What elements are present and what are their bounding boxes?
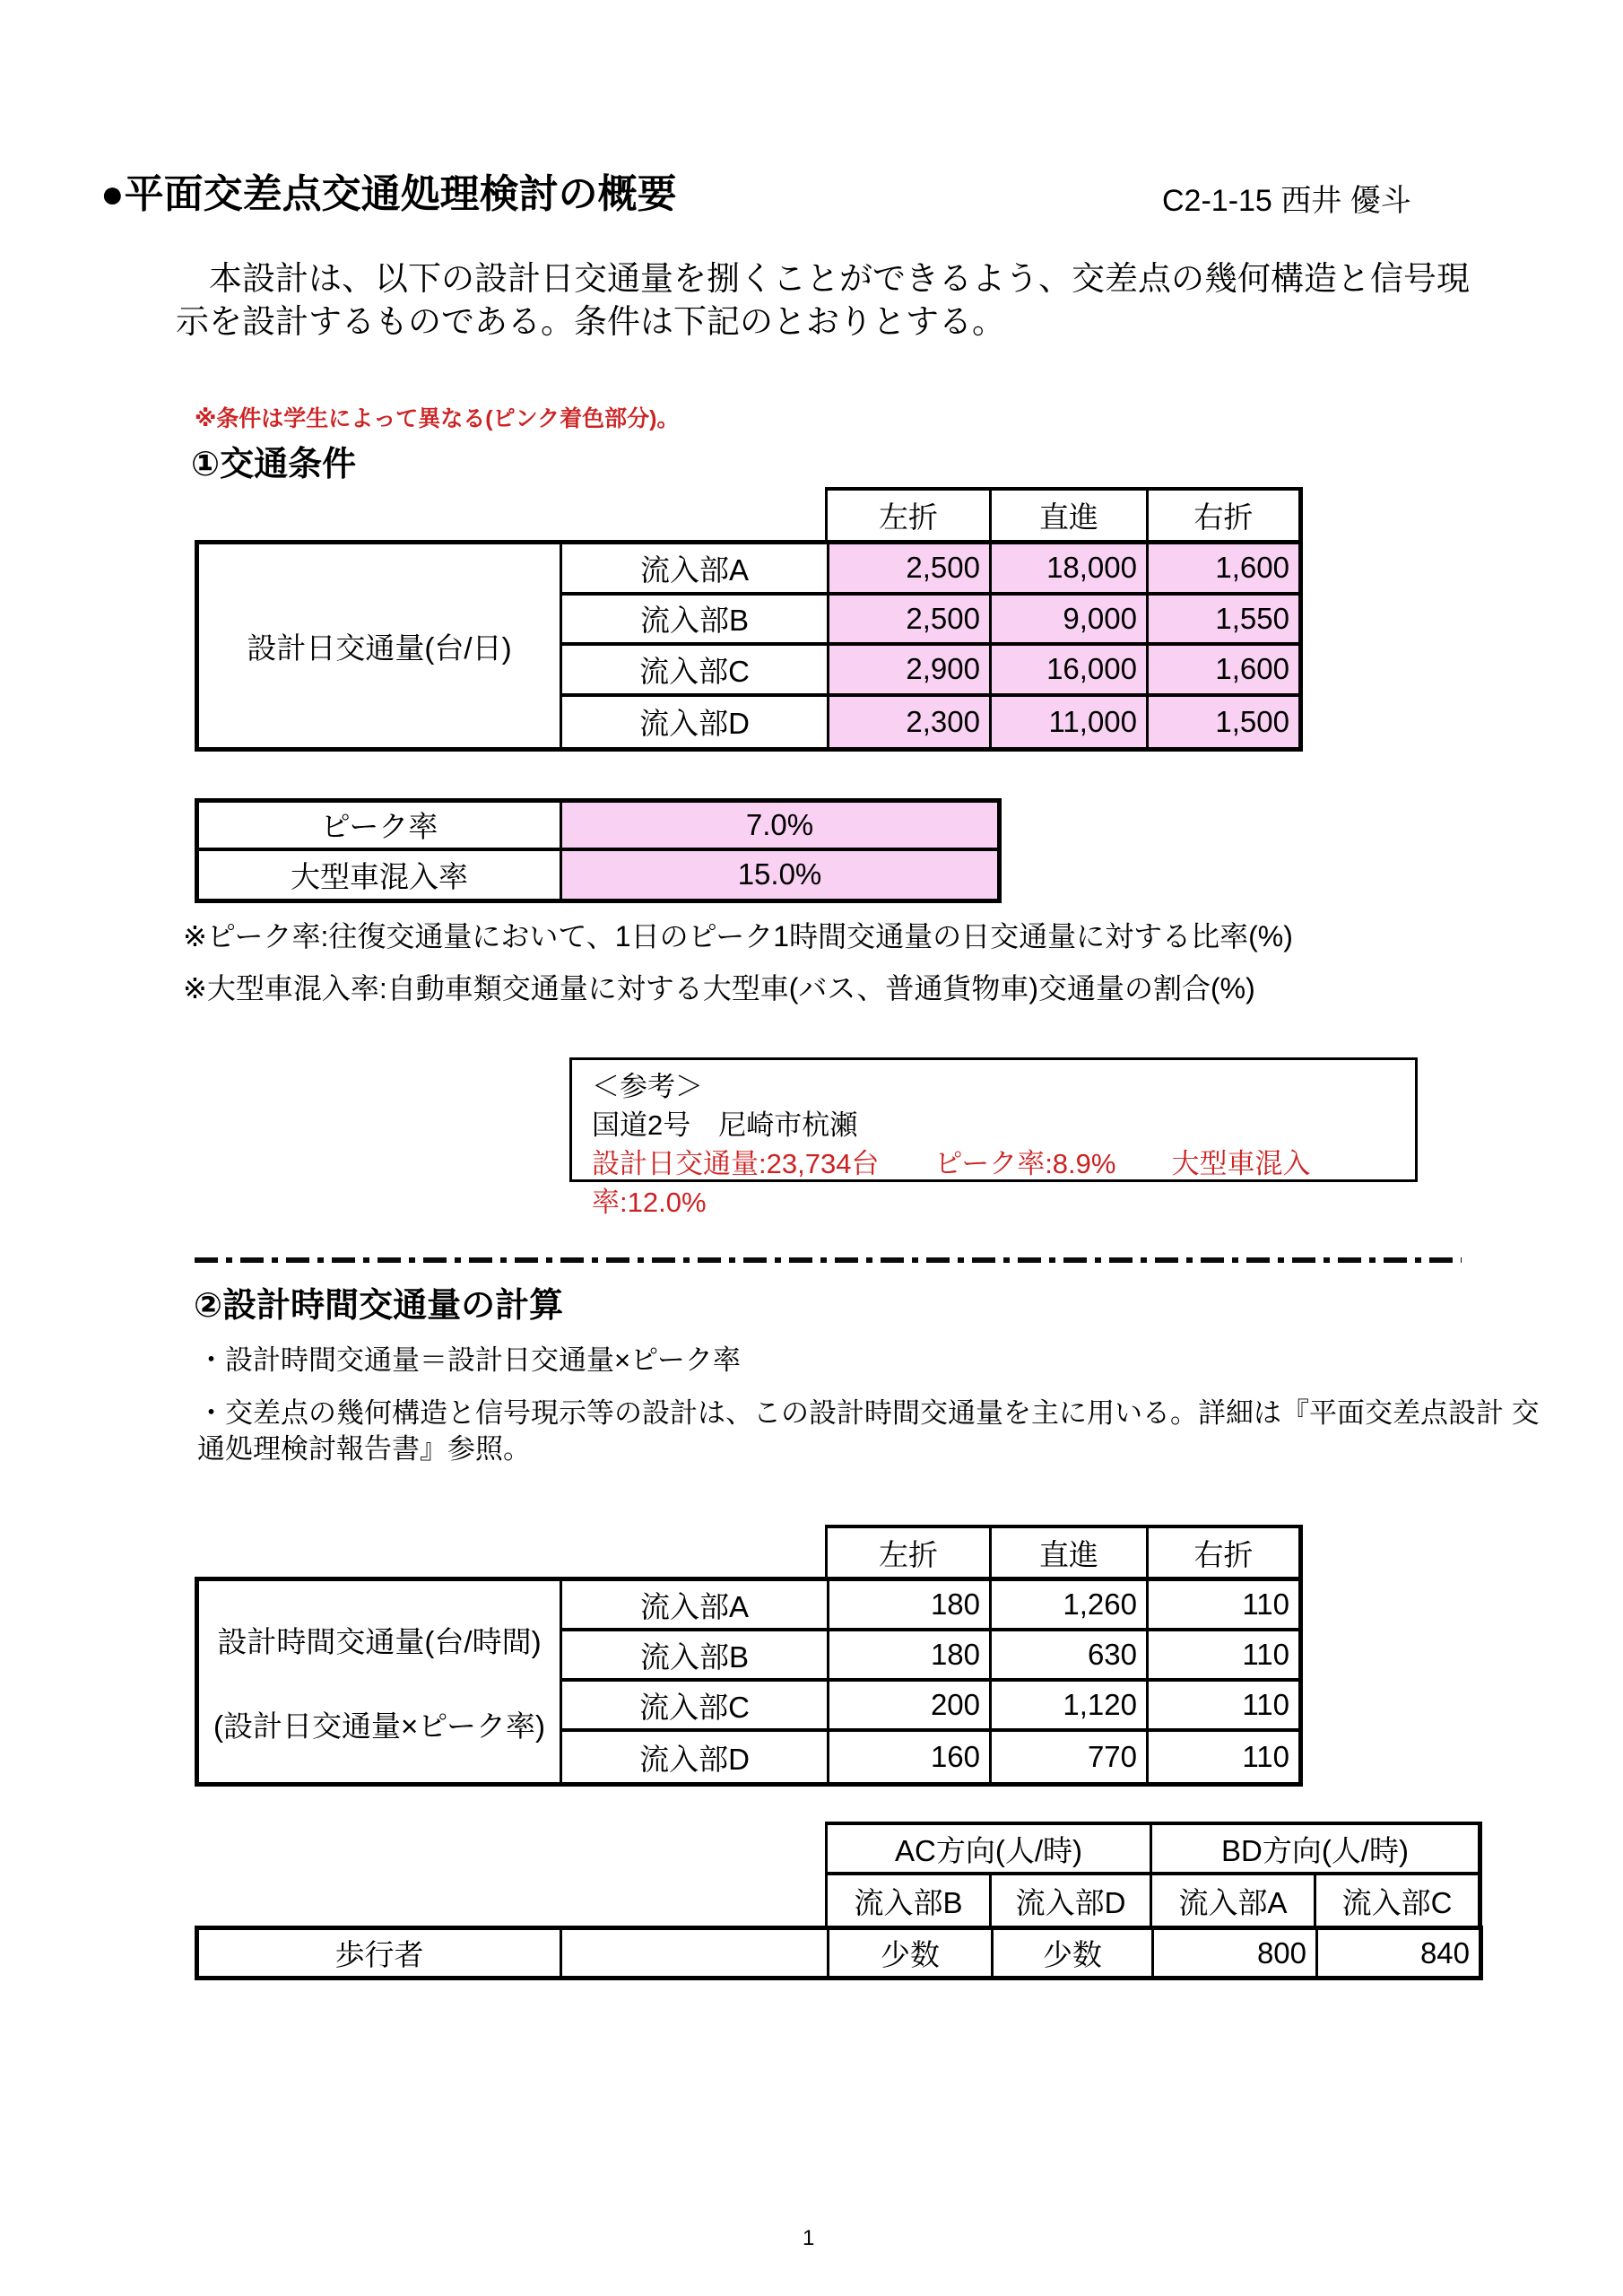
reference-road: 国道2号 尼崎市杭瀬	[592, 1109, 858, 1141]
data-cell: 840	[1419, 1935, 1470, 1970]
pedestrian-group-headers	[825, 1822, 1482, 1875]
data-cell: 2,300	[829, 697, 992, 748]
daily-table-column-headers	[825, 487, 1303, 540]
col-header-inflow-a: 流入部A	[1152, 1875, 1316, 1926]
data-cell: 200	[829, 1682, 992, 1732]
row-label: 流入部B	[562, 596, 829, 647]
col-header-right-turn: 右折	[1193, 1537, 1254, 1571]
col-header-inflow-d: 流入部D	[992, 1875, 1152, 1926]
row-label: 流入部A	[562, 1581, 829, 1631]
data-cell: 1,500	[1149, 697, 1298, 748]
row-label: 流入部C	[562, 1682, 829, 1732]
condition-note: ※条件は学生によって異なる(ピンク着色部分)。	[195, 406, 680, 431]
data-cell: 1,120	[992, 1682, 1149, 1732]
pedestrian-column-headers	[825, 1875, 1482, 1926]
page-number: 1	[803, 2226, 815, 2250]
hourly-table-row-header-line1: 設計時間交通量(台/時間)	[217, 1624, 542, 1658]
pedestrian-table	[195, 1926, 1483, 1980]
data-cell: 1,260	[992, 1581, 1149, 1631]
section2-heading: ②設計時間交通量の計算	[194, 1287, 564, 1325]
data-cell: 少数	[994, 1930, 1154, 1976]
row-label: 流入部C	[562, 646, 829, 697]
data-cell: 18,000	[992, 544, 1149, 596]
rate-value: 7.0%	[562, 803, 997, 851]
daily-traffic-table	[195, 540, 1303, 752]
data-cell: 9,000	[992, 596, 1149, 647]
data-cell: 2,900	[829, 646, 992, 697]
page-title: ●平面交差点交通処理検討の概要	[100, 172, 677, 216]
rate-label: ピーク率	[199, 803, 562, 851]
data-cell: 16,000	[992, 646, 1149, 697]
data-cell: 11,000	[992, 697, 1149, 748]
reference-values: 設計日交通量:23,734台 ピーク率:8.9% 大型車混入率:12.0%	[592, 1148, 1311, 1218]
data-cell: 少数	[829, 1930, 994, 1976]
col-header-straight: 直進	[992, 491, 1149, 540]
col-header-right-turn: 右折	[1193, 500, 1254, 534]
data-cell: 800	[1154, 1930, 1318, 1976]
data-cell: 2,500	[829, 596, 992, 647]
row-label: 流入部A	[562, 544, 829, 596]
col-header-inflow-b: 流入部B	[828, 1875, 992, 1926]
rate-label: 大型車混入率	[199, 851, 562, 900]
row-label: 流入部D	[562, 697, 829, 748]
data-cell: 160	[829, 1732, 992, 1782]
intro-paragraph: 本設計は、以下の設計日交通量を捌くことができるよう、交差点の幾何構造と信号現示を設計するものである。条件は下記のとおりとする。	[176, 260, 1470, 340]
reference-box	[569, 1057, 1418, 1218]
row-label: 流入部D	[562, 1732, 829, 1782]
detail-bullet: ・交差点の幾何構造と信号現示等の設計は、この設計時間交通量を主に用いる。詳細は『平面交差点設計 交通処理検討報告書』参照。	[197, 1397, 1540, 1465]
col-header-left-turn: 左折	[828, 1528, 992, 1577]
col-header-inflow-c: 流入部C	[1341, 1885, 1453, 1919]
hourly-table-row-header-line2: (設計日交通量×ピーク率)	[213, 1709, 545, 1743]
note-heavy-vehicle-rate: ※大型車混入率:自動車類交通量に対する大型車(バス、普通貨物車)交通量の割合(%)	[183, 972, 1255, 1004]
data-cell: 770	[992, 1732, 1149, 1782]
data-cell: 1,600	[1149, 646, 1298, 697]
section-divider	[195, 1257, 1462, 1263]
daily-table-row-header: 設計日交通量(台/日)	[199, 544, 562, 747]
data-cell: 110	[1242, 1740, 1289, 1773]
hourly-traffic-table	[195, 1577, 1303, 1787]
pedestrian-row-label: 歩行者	[199, 1930, 562, 1976]
data-cell: 1,550	[1149, 596, 1298, 647]
data-cell: 630	[992, 1631, 1149, 1682]
hourly-table-column-headers	[825, 1525, 1303, 1577]
note-peak-rate: ※ピーク率:往復交通量において、1日のピーク1時間交通量の日交通量に対する比率(%)	[183, 920, 1293, 952]
data-cell: 110	[1149, 1682, 1298, 1732]
data-cell: 180	[829, 1631, 992, 1682]
empty-cell	[562, 1930, 829, 1976]
formula-bullet: ・設計時間交通量＝設計日交通量×ピーク率	[197, 1344, 741, 1376]
data-cell: 2,500	[829, 544, 992, 596]
data-cell: 1,600	[1149, 544, 1298, 596]
reference-title: ＜参考＞	[592, 1071, 703, 1102]
data-cell: 180	[829, 1581, 992, 1631]
rate-table	[195, 798, 1002, 903]
group-header-ac: AC方向(人/時)	[828, 1825, 1152, 1872]
author-credit: C2-1-15 西井 優斗	[1162, 184, 1411, 218]
rate-value: 15.0%	[562, 851, 997, 900]
data-cell: 110	[1149, 1581, 1298, 1631]
section1-heading: ①交通条件	[191, 446, 357, 483]
data-cell: 110	[1149, 1631, 1298, 1682]
group-header-bd: BD方向(人/時)	[1221, 1833, 1409, 1867]
col-header-straight: 直進	[992, 1528, 1149, 1577]
hourly-table-row-header	[199, 1581, 562, 1782]
row-label: 流入部B	[562, 1631, 829, 1682]
col-header-left-turn: 左折	[828, 491, 992, 540]
